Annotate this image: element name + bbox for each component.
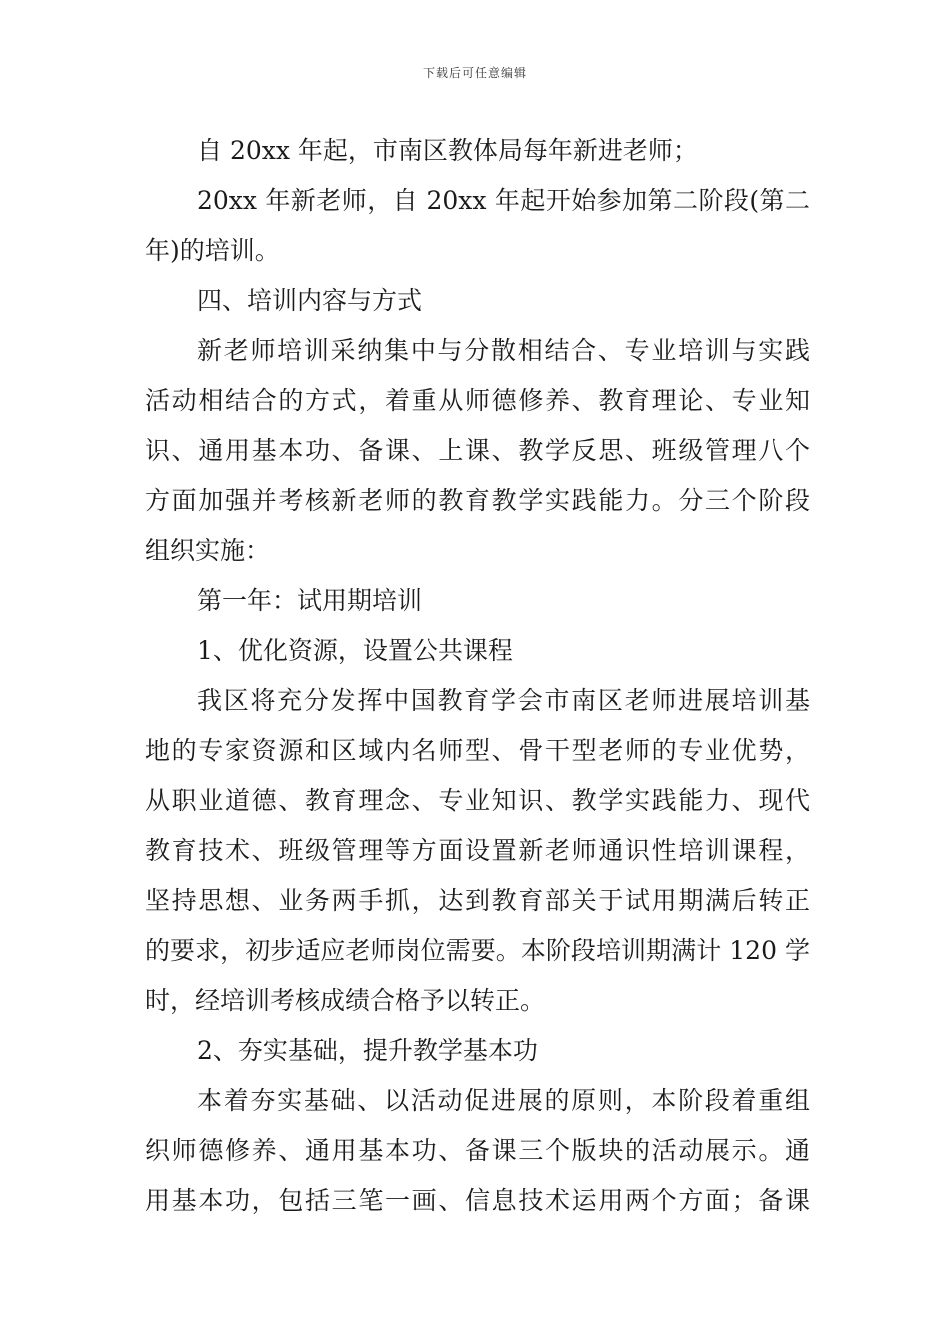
text-line: 时，经培训考核成绩合格予以转正。 [145, 986, 546, 1015]
text-line: 地的专家资源和区域内名师型、骨干型老师的专业优势， [145, 736, 810, 765]
text-line: 20xx 年新老师，自 20xx 年起开始参加第二阶段(第二 [197, 186, 810, 215]
text-line: 从职业道德、教育理念、专业知识、教学实践能力、现代 [145, 786, 810, 815]
text-line: 2、夯实基础，提升教学基本功 [197, 1036, 538, 1065]
text-line: 用基本功，包括三笔一画、信息技术运用两个方面；备课 [145, 1186, 810, 1215]
text-line: 的要求，初步适应老师岗位需要。本阶段培训期满计 120 学 [145, 936, 810, 965]
text-line: 组织实施： [145, 536, 271, 565]
text-line: 新老师培训采纳集中与分散相结合、专业培训与实践 [197, 336, 810, 365]
text-line: 方面加强并考核新老师的教育教学实践能力。分三个阶段 [145, 486, 810, 515]
text-line: 年)的培训。 [145, 236, 280, 265]
text-line: 第一年：试用期培训 [197, 586, 423, 615]
text-line: 四、培训内容与方式 [197, 286, 423, 315]
document-body [145, 126, 810, 1226]
text-line: 本着夯实基础、以活动促进展的原则，本阶段着重组 [197, 1086, 810, 1115]
text-line: 活动相结合的方式，着重从师德修养、教育理论、专业知 [145, 386, 810, 415]
text-line: 织师德修养、通用基本功、备课三个版块的活动展示。通 [145, 1136, 810, 1165]
page-header-note: 下载后可任意编辑 [422, 66, 527, 80]
text-line: 坚持思想、业务两手抓，达到教育部关于试用期满后转正 [145, 886, 810, 915]
text-line: 教育技术、班级管理等方面设置新老师通识性培训课程， [145, 836, 810, 865]
text-line: 识、通用基本功、备课、上课、教学反思、班级管理八个 [145, 436, 810, 465]
text-line: 我区将充分发挥中国教育学会市南区老师进展培训基 [197, 686, 810, 715]
text-line: 自 20xx 年起，市南区教体局每年新进老师； [197, 136, 698, 165]
text-line: 1、优化资源，设置公共课程 [197, 636, 513, 665]
